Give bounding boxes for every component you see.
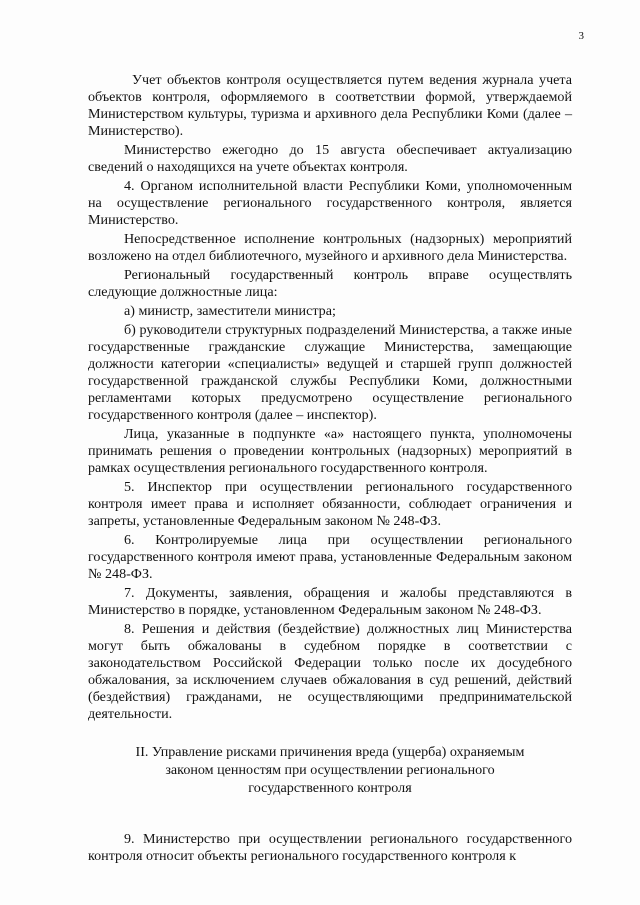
paragraph-item-8: 8. Решения и действия (бездействие) должностных лиц Министерства могут быть обжалованы в судебном порядке в соответствии с законодательством Российской Федерации только после их досудебного обжалования, за исключением случаев обжалования в суд решений, действий (бездействия) гражданами, не осуществляющими предпринимательской деятельности. (88, 621, 572, 722)
section-heading-line-1: II. Управление рисками причинения вреда (ущерба) охраняемым (135, 744, 525, 760)
paragraph-subitem-b: б) руководители структурных подразделений Министерства, а также иные государственные гражданские служащие Министерства, замещающие должности категории «специалисты» ведущей и старшей групп должностей государственной гражданской службы Республики Коми, должностными регламентами которых предусмотрено осуществление регионального государственного контроля (далее – инспектор). (88, 322, 572, 423)
section-heading-line-3: государственного контроля (248, 780, 412, 796)
paragraph-item-4: 4. Органом исполнительной власти Республики Коми, уполномоченным на осуществление регионального государственного контроля, является Министерство. (88, 178, 572, 228)
paragraph-item-7: 7. Документы, заявления, обращения и жалобы представляются в Министерство в порядке, установленном Федеральным законом № 248-ФЗ. (88, 585, 572, 618)
paragraph-authorized-persons: Лица, указанные в подпункте «а» настоящего пункта, уполномочены принимать решения о проведении контрольных (надзорных) мероприятий в рамках осуществления регионального государственного контроля. (88, 426, 572, 476)
page-number: 3 (578, 30, 584, 42)
paragraph-item-6: 6. Контролируемые лица при осуществлении регионального государственного контроля имеют права, установленные Федеральным законом № 248-ФЗ. (88, 532, 572, 582)
section-heading-line-2: законом ценностям при осуществлении регионального (165, 762, 495, 778)
paragraph-officials-intro: Региональный государственный контроль вправе осуществлять следующие должностные лица: (88, 267, 572, 300)
section-heading-ii (88, 743, 572, 797)
paragraph-objects-accounting: Учет объектов контроля осуществляется путем ведения журнала учета объектов контроля, оформляемого в соответствии формой, утверждаемой Министерством культуры, туризма и архивного дела Республики Коми (далее – Министерство). (88, 72, 572, 139)
paragraph-item-5: 5. Инспектор при осуществлении регионального государственного контроля имеет права и исполняет обязанности, соблюдает ограничения и запреты, установленные Федеральным законом № 248-ФЗ. (88, 479, 572, 529)
paragraph-direct-execution: Непосредственное исполнение контрольных (надзорных) мероприятий возложено на отдел библиотечного, музейного и архивного дела Министерства. (88, 231, 572, 264)
section-spacer (88, 797, 572, 831)
document-body (88, 72, 572, 867)
paragraph-item-9: 9. Министерство при осуществлении регионального государственного контроля относит объекты регионального государственного контроля к (88, 831, 572, 864)
paragraph-actualization: Министерство ежегодно до 15 августа обеспечивает актуализацию сведений о находящихся на учете объектах контроля. (88, 142, 572, 175)
paragraph-subitem-a: а) министр, заместители министра; (124, 303, 336, 319)
